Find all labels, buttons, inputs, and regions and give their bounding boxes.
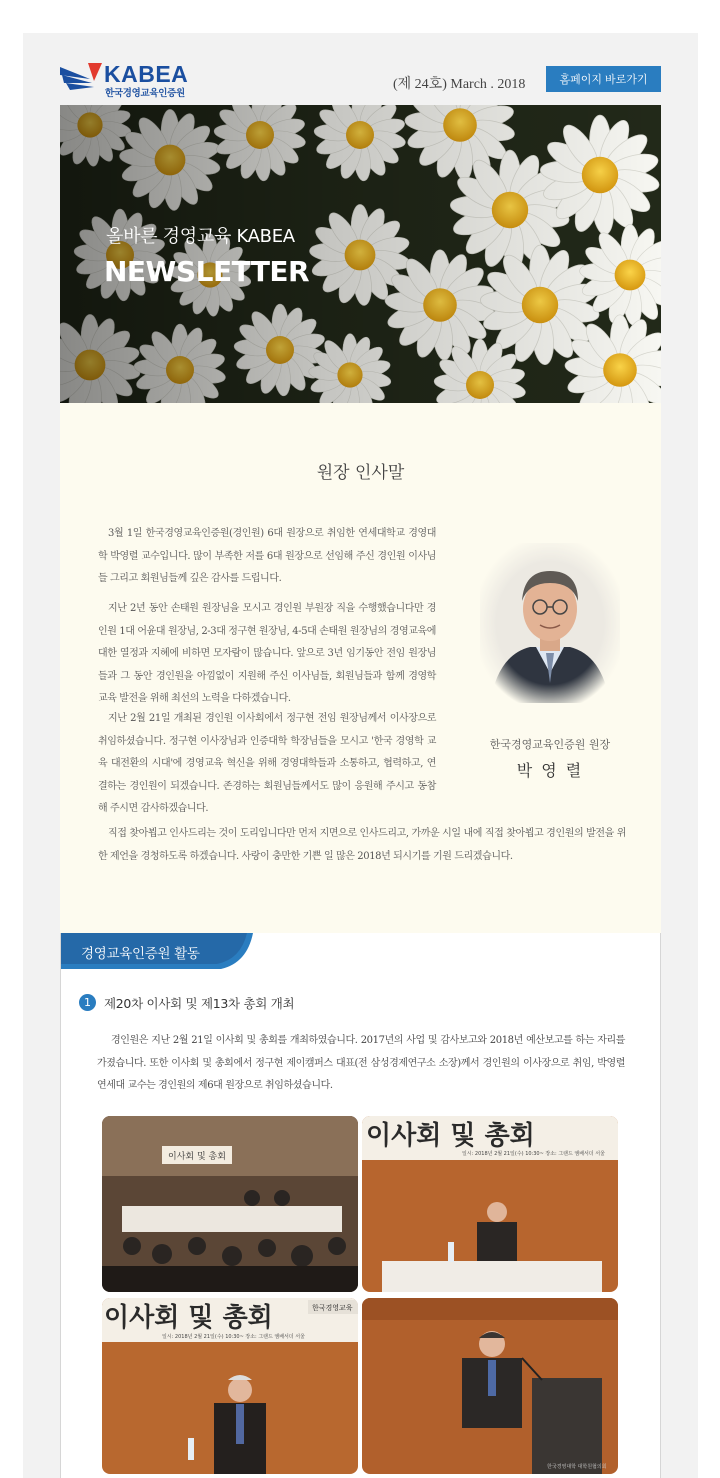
speaker-photo — [362, 1298, 618, 1474]
photo-lectern-text: 한국경영대학 대학원협의회 — [547, 1464, 607, 1470]
greeting-paragraph: 직접 찾아뵙고 인사드리는 것이 도리입니다만 먼저 지면으로 인사드리고, 가까운 시일 내에 직접 찾아뵙고 경인원의 발전을 위한 제언을 경청하도록 하겠습니다. 사랑이 충만한 기쁜 일 많은 2018년 되시기를 기원 드리겠습니다. — [98, 828, 626, 862]
issue-number: (제 24호) March . 2018 — [393, 77, 526, 92]
item-title: 제20차 이사회 및 제13차 총회 개최 — [104, 996, 295, 1011]
photo-banner-info: 일시: 2018년 2월 21일(수) 10:30~ 장소: 그랜드 앰배서더 서울 — [462, 1151, 605, 1157]
speaker-photo — [362, 1116, 618, 1292]
daisy-flowers-image — [60, 105, 661, 403]
director-title: 한국경영교육인증원 원장 — [489, 738, 611, 751]
homepage-button[interactable]: 홈페이지 바로가기 — [546, 66, 661, 92]
greeting-title: 원장 인사말 — [316, 463, 405, 483]
logo-wings-icon — [60, 61, 104, 91]
director-greeting-section — [60, 403, 661, 933]
section-tab — [61, 933, 253, 969]
greeting-paragraph: 3월 1일 한국경영교육인증원(경인원) 6대 원장으로 취임한 연세대학교 경영대학 박영렬 교수입니다. 많이 부족한 저를 6대 원장으로 선임해 주신 경인원 이사님들 그리고 회원님들께 깊은 감사를 드립니다. — [98, 528, 436, 584]
section-tab-label: 경영교육인증원 활동 — [81, 946, 200, 962]
kabea-logo[interactable] — [60, 59, 200, 99]
photo-banner-info: 일시: 2018년 2월 21일(수) 10:30~ 장소: 그랜드 앰배서더 서울 — [162, 1334, 305, 1340]
photo-banner-org: 한국경영교육 — [312, 1304, 353, 1312]
item-number-badge: 1 — [79, 994, 96, 1011]
greeting-paragraph: 지난 2년 동안 손태원 원장님을 모시고 경인원 부원장 직을 수행했습니다만 경인원 1대 어윤대 원장님, 2-3대 정구현 원장님, 4-5대 손태원 원장님의 경영교육에 대한 열정과 지혜에 비하면 모자람이 많습니다. 앞으로 3년 임기동안 전임 원장님들과 그 동안 경인원을 아낌없이 지원해 주신 이사님들, 회원님들과 함께 경영학 교육 발전을 위해 최선의 노력을 다하겠습니다. — [98, 603, 436, 704]
hero-banner — [60, 105, 661, 403]
hero-subtitle: 올바른 경영교육 KABEA — [106, 226, 295, 247]
logo-text: KABEA — [104, 61, 189, 87]
logo-subtitle: 한국경영교육인증원 — [105, 88, 185, 99]
greeting-paragraph: 지난 2월 21일 개최된 경인원 이사회에서 정구현 전임 원장님께서 이사장으로 취임하셨습니다. 정구현 이사장님과 인증대학 학장님들을 모시고 '한국 경영학 교육 대전환의 시대'에 경영교육 혁신을 위해 경영대학들과 소통하고, 협력하고, 연결하는 경인원이 되겠습니다. 존경하는 회원님들께서도 많이 응원해 주시고 동참해 주시면 감사하겠습니다. — [98, 713, 436, 814]
hero-title: NEWSLETTER — [104, 255, 310, 288]
activities-section — [60, 933, 661, 1478]
meeting-photo — [102, 1116, 358, 1292]
photo-banner-text: 이사회 및 총회 — [366, 1121, 535, 1151]
director-portrait — [480, 543, 620, 703]
item-body: 경인원은 지난 2월 21일 이사회 및 총회를 개최하였습니다. 2017년의 사업 및 감사보고와 2018년 예산보고를 하는 자리를 가졌습니다. 또한 이사회 및 총회에서 정구현 제이캠퍼스 대표(전 삼성경제연구소 소장)께서 경인원의 이사장으로 취임, 박영렬 연세대 교수는 경인원의 제6대 원장으로 취임하셨습니다. — [97, 1035, 625, 1091]
director-name: 박 영 렬 — [516, 761, 584, 780]
header — [60, 55, 661, 105]
newsletter-page — [23, 33, 698, 1478]
photo-banner-text: 이사회 및 총회 — [104, 1303, 273, 1333]
photo-banner-text: 이사회 및 총회 — [168, 1152, 226, 1162]
speaker-photo — [102, 1298, 358, 1474]
